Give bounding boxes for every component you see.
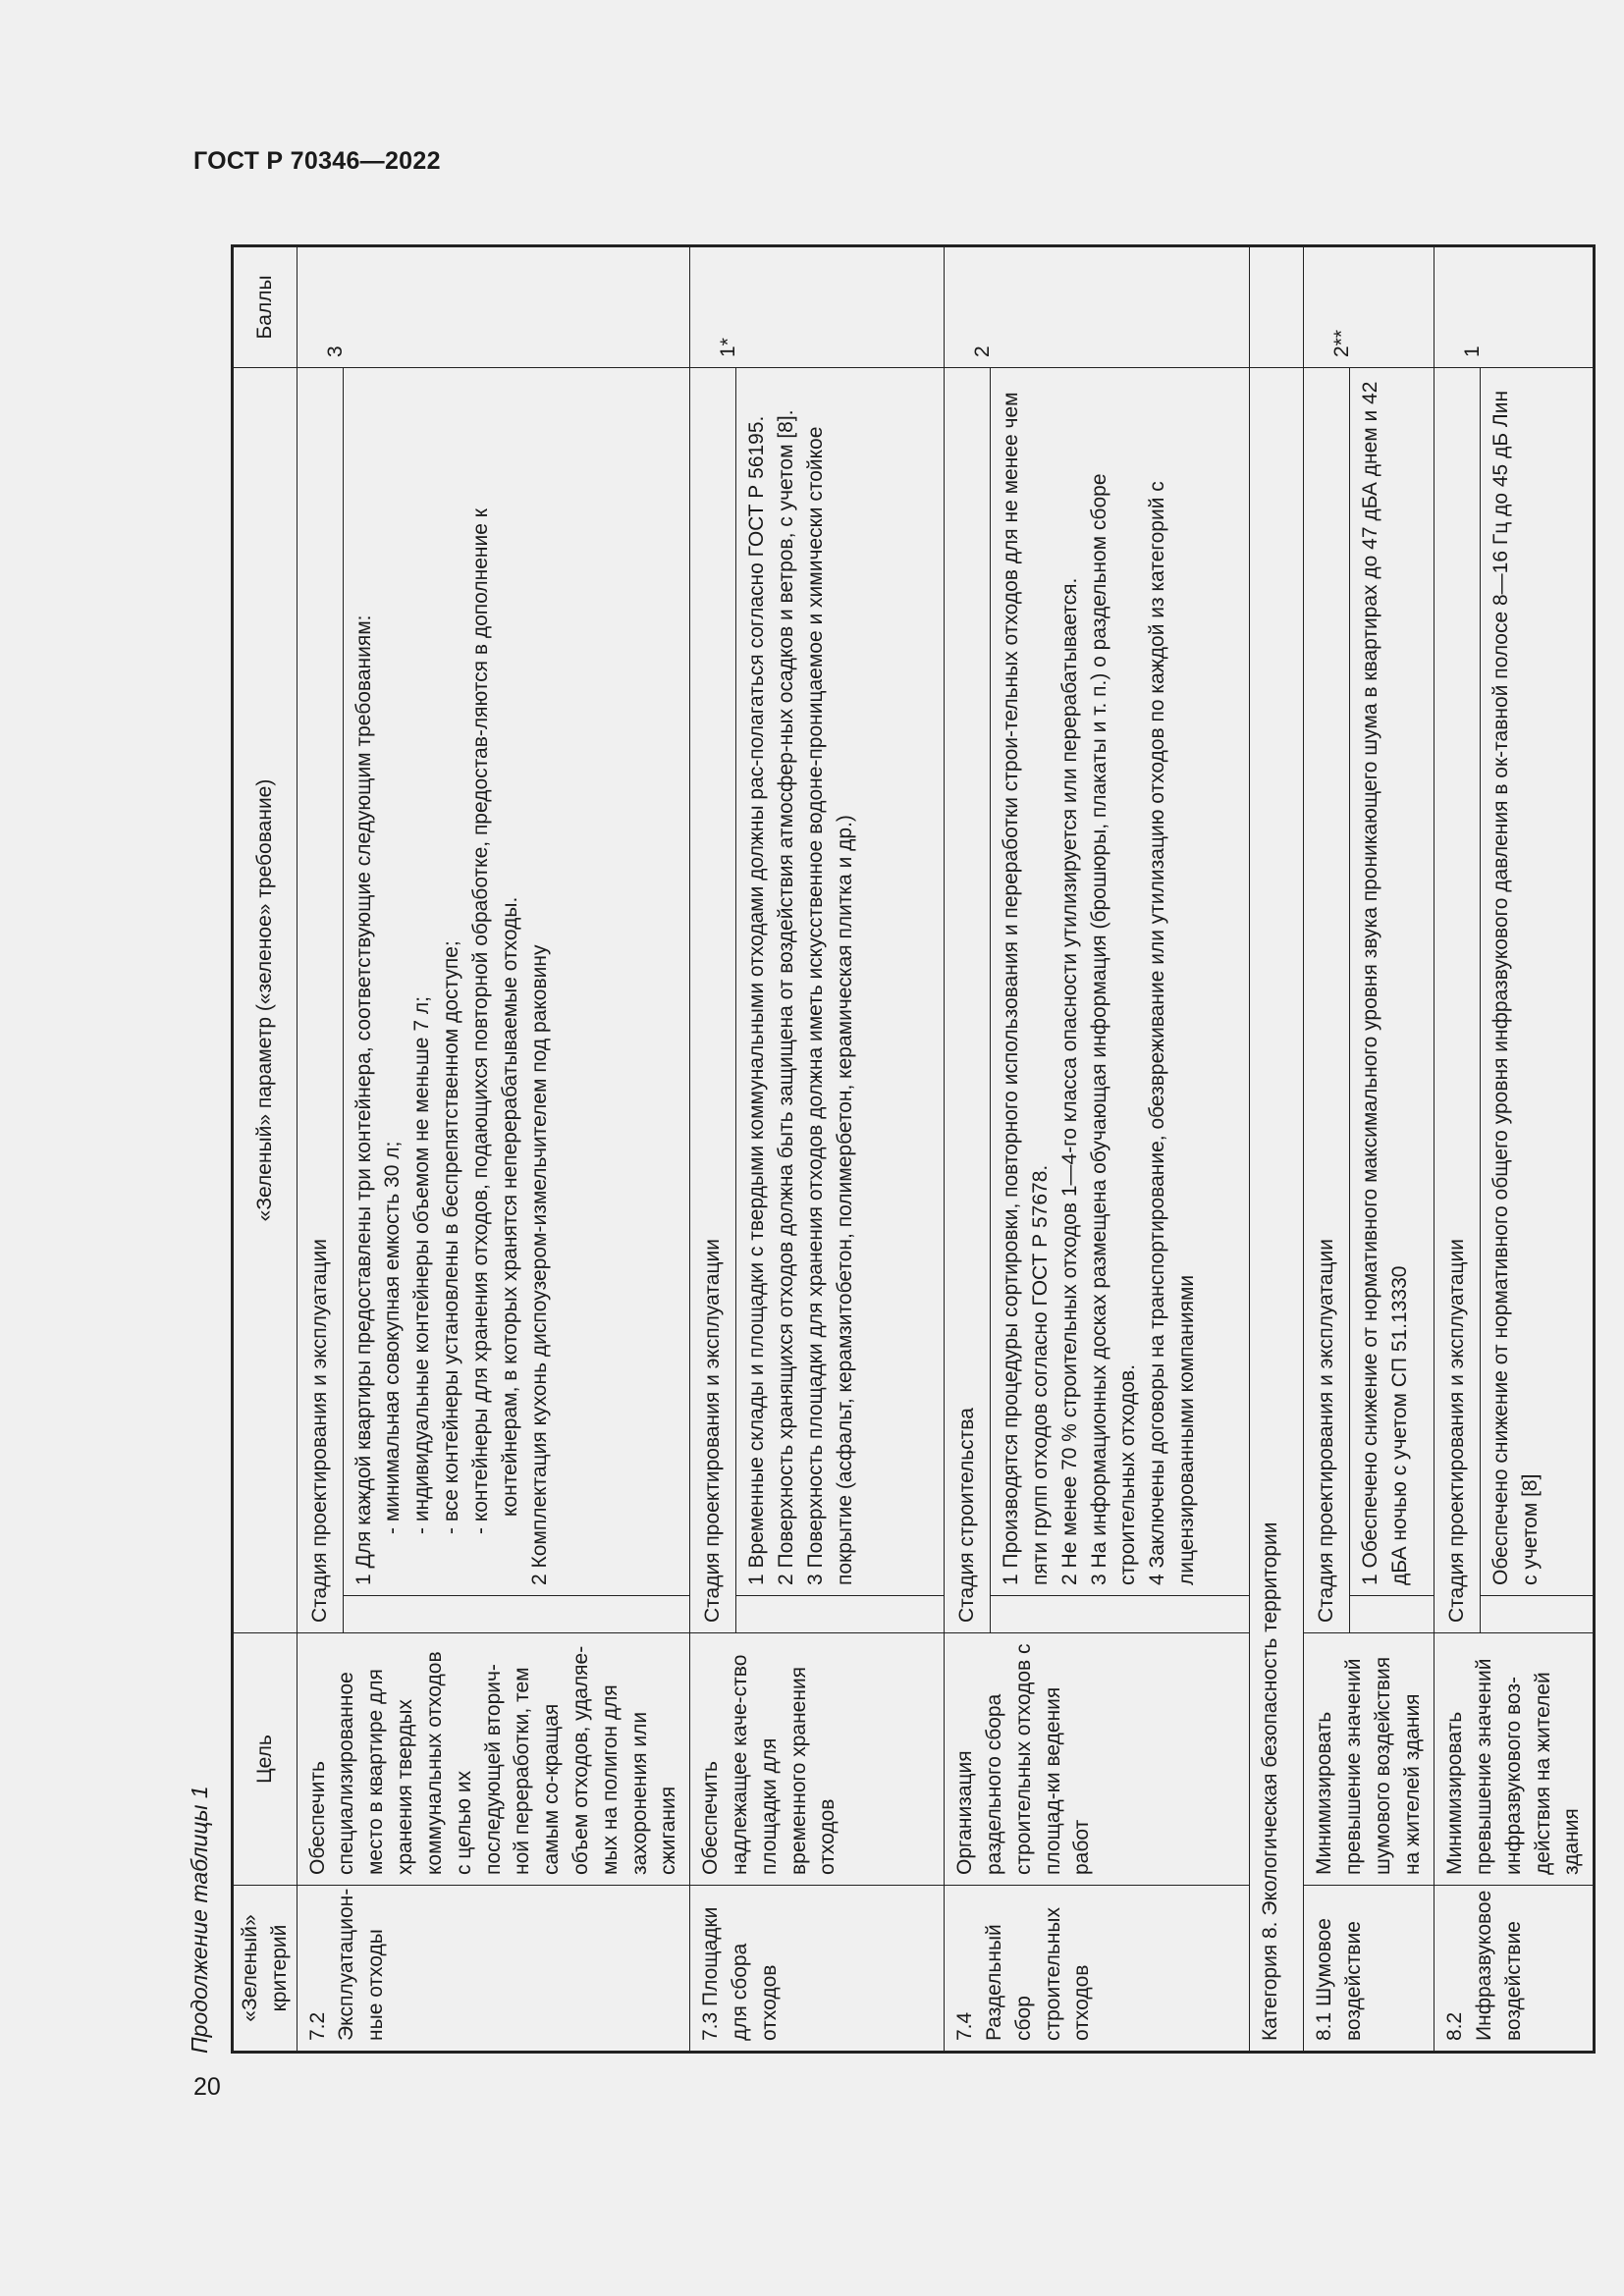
goal-cell: Минимизировать превышение значений шумового воздействия на жителей здания [1304,1633,1435,1886]
indent-spacer [736,1596,945,1633]
indent-spacer [1350,1596,1435,1633]
requirement-line: 3 На информационных досках размещена обучающая информация (брошюры, плакаты и т. п.) о раздельном сборе строительных отходов. [1087,473,1140,1585]
requirements-cell [343,367,690,1595]
table-row [1435,245,1481,2052]
document-header-title: ГОСТ Р 70346—2022 [193,147,441,175]
category-points-empty [1250,245,1304,367]
green-criteria-table [231,244,1596,2054]
requirement-line: 2 Комплектация кухонь диспоузером-измельчителем под раковину [527,944,551,1585]
col-header-goal: Цель [233,1633,298,1886]
requirements-cell [1350,367,1435,1595]
table-row [945,245,991,2052]
rotated-table-block [187,247,1584,2069]
indent-spacer [343,1596,690,1633]
requirement-line: 2 Не менее 70 % строительных отходов 1—4-го класса опасности утилизируется или перерабатывается. [1057,577,1081,1585]
requirement-line: 3 Поверхность площадки для хранения отходов должна иметь искусственное водоне-проницаемое и химически стойкое покрытие (асфальт, керамзитобетон, полимербетон, керамическая плитка и др.) [803,426,856,1585]
table-wrapper [231,247,1584,2054]
indent-spacer [991,1596,1250,1633]
stage-cell: Стадия проектирования и эксплуатации [1435,367,1481,1632]
table-row [1304,245,1350,2052]
criterion-cell: 7.2 Эксплуатацион-ные отходы [297,1886,690,2053]
requirement-line: 2 Поверхность хранящихся отходов должна быть защищена от воздействия атмосфер-ных осадков и ветров, с учетом [8]. [775,409,797,1585]
table-header-row [233,245,298,2052]
requirement-line: - контейнеры для хранения отходов, подающихся повторной обработке, предостав-ляются в дополнение к контейнерам, в которых хранятся неперерабатываемые отходы. [468,508,521,1534]
points-cell: 1* [690,245,945,367]
criterion-cell: 7.4 Раздельный сбор строительных отходов [945,1886,1250,2053]
points-cell: 2 [945,245,1250,367]
requirement-line: - индивидуальные контейнеры объемом не меньше 7 л; [410,996,434,1534]
requirements-cell [1481,367,1595,1595]
stage-cell: Стадия строительства [945,367,991,1632]
requirement-line: 1 Обеспечено снижение от нормативного максимального уровня звука проникающего шума в квартирах до 47 дБА днем и 42 дБА ночью с учетом СП 51.13330 [1359,381,1411,1585]
indent-spacer [1481,1596,1595,1633]
goal-cell: Обеспечить специализированное место в квартире для хранения твердых коммунальных отходов с целью их последующей вторич-ной переработки, тем самым со-кращая объем отходов, удаляе-мых на полигон для захоронения или сжигания [297,1633,690,1886]
stage-cell: Стадия проектирования и эксплуатации [690,367,736,1632]
category-label: Категория 8. Экологическая безопасность территории [1250,367,1304,2052]
points-cell: 1 [1435,245,1595,367]
goal-cell: Обеспечить надлежащее каче-ство площадки для временного хранения отходов [690,1633,945,1886]
goal-cell: Организация раздельного сбора строительных отходов с площад-ки ведения работ [945,1633,1250,1886]
criterion-cell: 8.2 Инфразвуковое воздействие [1435,1886,1595,2053]
points-cell: 2** [1304,245,1435,367]
stage-cell: Стадия проектирования и эксплуатации [1304,367,1350,1632]
goal-cell: Минимизировать превышение значений инфразвукового воз-действия на жителей здания [1435,1633,1595,1886]
criterion-cell: 7.3 Площадки для сбора отходов [690,1886,945,2053]
col-header-points: Баллы [233,245,298,367]
requirement-line: Обеспечено снижение от нормативного общего уровня инфразвукового давления в ок-тавной полосе 8—16 Гц до 45 дБ Лин с учетом [8] [1489,390,1542,1585]
requirements-cell [991,367,1250,1595]
col-header-parameter: «Зеленый» параметр («зеленое» требование) [233,367,298,1632]
points-cell: 3 [297,245,690,367]
requirements-cell [736,367,945,1595]
requirement-line: 1 Для каждой квартиры предоставлены три контейнера, соответствующие следующим требованиям: [352,614,375,1585]
table-row [297,245,343,2052]
stage-cell: Стадия проектирования и эксплуатации [297,367,343,1632]
table-continuation-caption: Продолжение таблицы 1 [187,1786,212,2054]
requirement-line: - минимальная совокупная емкость 30 л; [381,1141,405,1534]
criterion-cell: 8.1 Шумовое воздействие [1304,1886,1435,2053]
category-row [1250,245,1304,2052]
requirement-line: 4 Заключены договоры на транспортирование, обезвреживание или утилизацию отходов по каждой из категорий с лицензированными компаниями [1146,481,1199,1585]
requirement-line: 1 Временные склады и площадки с твердыми коммунальными отходами должны рас-полагаться согласно ГОСТ Р 56195. [745,415,769,1585]
page-number: 20 [193,2073,221,2101]
requirement-line: - все контейнеры установлены в беспрепятственном доступе; [440,940,463,1534]
col-header-criterion: «Зеленый» критерий [233,1886,298,2053]
requirement-line: 1 Производятся процедуры сортировки, повторного использования и переработки строи-тельных отходов для не менее чем пяти групп отходов согласно ГОСТ Р 57678. [1000,392,1052,1585]
table-row [690,245,736,2052]
